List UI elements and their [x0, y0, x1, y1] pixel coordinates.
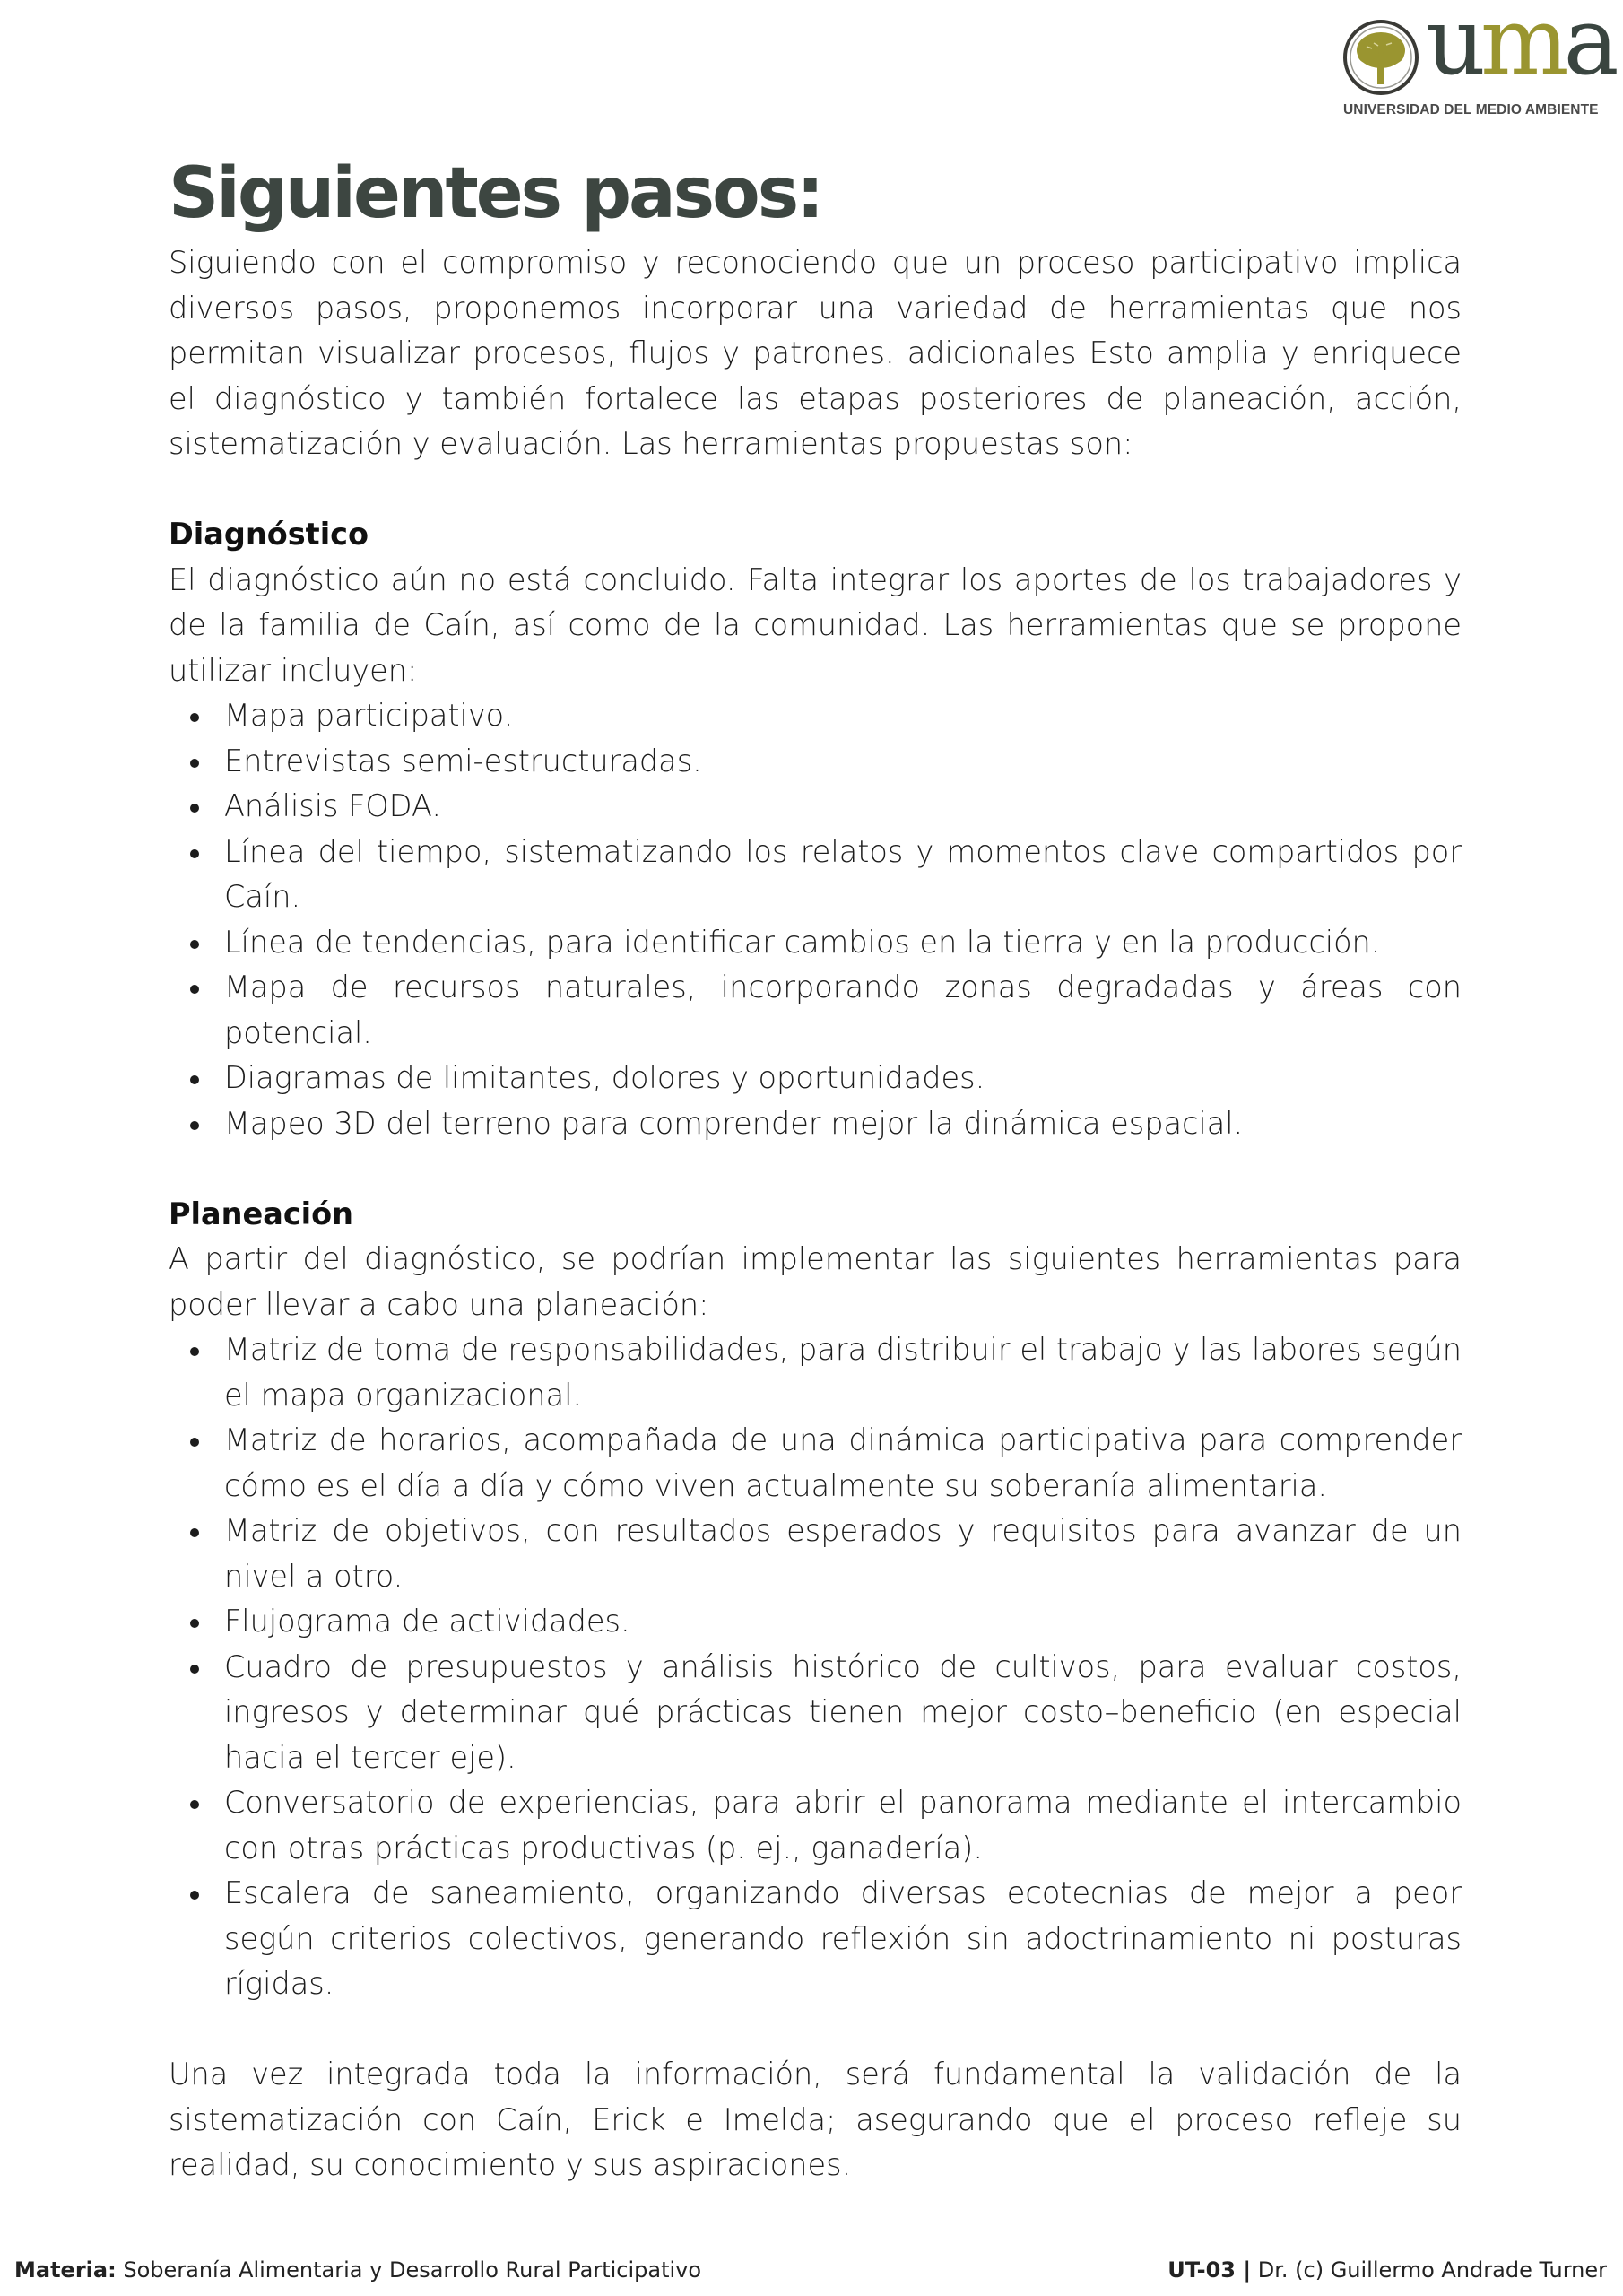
logo-letter-u: u: [1426, 0, 1480, 96]
closing-paragraph: Una vez integrada toda la información, será fundamental la validación de la sistematización con Caín, Erick e Imelda; asegurando que el proceso refleje su realidad, su conocimiento y sus aspiraciones.: [169, 2057, 1462, 2182]
section-heading: Diagnóstico: [169, 517, 369, 552]
list-item: Línea del tiempo, sistematizando los relatos y momentos clave compartidos por Caín.: [224, 830, 1462, 920]
list-item: Matriz de horarios, acompañada de una dinámica participativa para comprender cómo es el día a día y cómo viven actualmente su soberanía alimentaria.: [224, 1418, 1462, 1509]
list-item: Línea de tendencias, para identificar cambios en la tierra y en la producción.: [224, 920, 1462, 966]
list-item: Mapa de recursos naturales, incorporando zonas degradadas y áreas con potencial.: [224, 965, 1462, 1056]
section-diagnostico: [169, 512, 1462, 1146]
logo-caption: UNIVERSIDAD DEL MEDIO AMBIENTE: [1343, 102, 1599, 117]
tool-list: [169, 1327, 1462, 2007]
tool-list: [169, 693, 1462, 1146]
footer-author: [1167, 2257, 1607, 2283]
page-footer: [0, 2257, 1623, 2290]
list-item: Conversatorio de experiencias, para abrir el panorama mediante el intercambio con otras prácticas productivas (p. ej., ganadería).: [224, 1780, 1462, 1871]
logo-letter-a: a: [1563, 0, 1614, 96]
list-item: Matriz de objetivos, con resultados esperados y requisitos para avanzar de un nivel a otro.: [224, 1509, 1462, 1599]
list-item: Cuadro de presupuestos y análisis histórico de cultivos, para evaluar costos, ingresos y determinar qué prácticas tienen mejor costo–beneficio (en especial hacia el tercer eje).: [224, 1645, 1462, 1781]
list-item: Flujograma de actividades.: [224, 1599, 1462, 1645]
section-lead: El diagnóstico aún no está concluido. Falta integrar los aportes de los trabajadores y de la familia de Caín, así como de la comunidad. Las herramientas que se propone utilizar incluyen:: [169, 561, 1462, 688]
footer-subject: [14, 2257, 701, 2283]
list-item: Diagramas de limitantes, dolores y oportunidades.: [224, 1056, 1462, 1101]
unit-label: UT-03 |: [1167, 2257, 1252, 2283]
subject-label: Materia:: [14, 2257, 117, 2283]
section-lead: A partir del diagnóstico, se podrían implementar las siguientes herramientas para poder llevar a cabo una planeación:: [169, 1241, 1462, 1322]
list-item: Mapeo 3D del terreno para comprender mejor la dinámica espacial.: [224, 1101, 1462, 1147]
section-planeacion: [169, 1192, 1462, 2007]
list-item: Análisis FODA.: [224, 784, 1462, 830]
author-name: Dr. (c) Guillermo Andrade Turner: [1257, 2257, 1607, 2283]
logo-wordmark: [1426, 0, 1614, 96]
section-heading: Planeación: [169, 1196, 354, 1231]
list-item: Escalera de saneamiento, organizando diversas ecotecnias de mejor a peor según criterios colectivos, generando reflexión sin adoctrinamiento ni posturas rígidas.: [224, 1871, 1462, 2007]
page-title: Siguientes pasos:: [169, 153, 822, 234]
tree-emblem-icon: [1341, 18, 1420, 97]
university-logo: [1341, 0, 1614, 120]
list-item: Entrevistas semi-estructuradas.: [224, 739, 1462, 785]
logo-letter-m: m: [1480, 0, 1564, 96]
list-item: Matriz de toma de responsabilidades, para distribuir el trabajo y las labores según el mapa organizacional.: [224, 1327, 1462, 1418]
document-page: [169, 144, 1462, 2188]
subject-value: Soberanía Alimentaria y Desarrollo Rural Participativo: [123, 2257, 702, 2283]
intro-paragraph: Siguiendo con el compromiso y reconociendo que un proceso participativo implica diversos pasos, proponemos incorporar una variedad de herramientas que nos permitan visualizar procesos, flujos y patrones. adicionales Esto amplia y enriquece el diagnóstico y también fortalece las etapas posteriores de planeación, acción, sistematización y evaluación. Las herramientas propuestas son:: [169, 245, 1462, 461]
list-item: Mapa participativo.: [224, 693, 1462, 739]
